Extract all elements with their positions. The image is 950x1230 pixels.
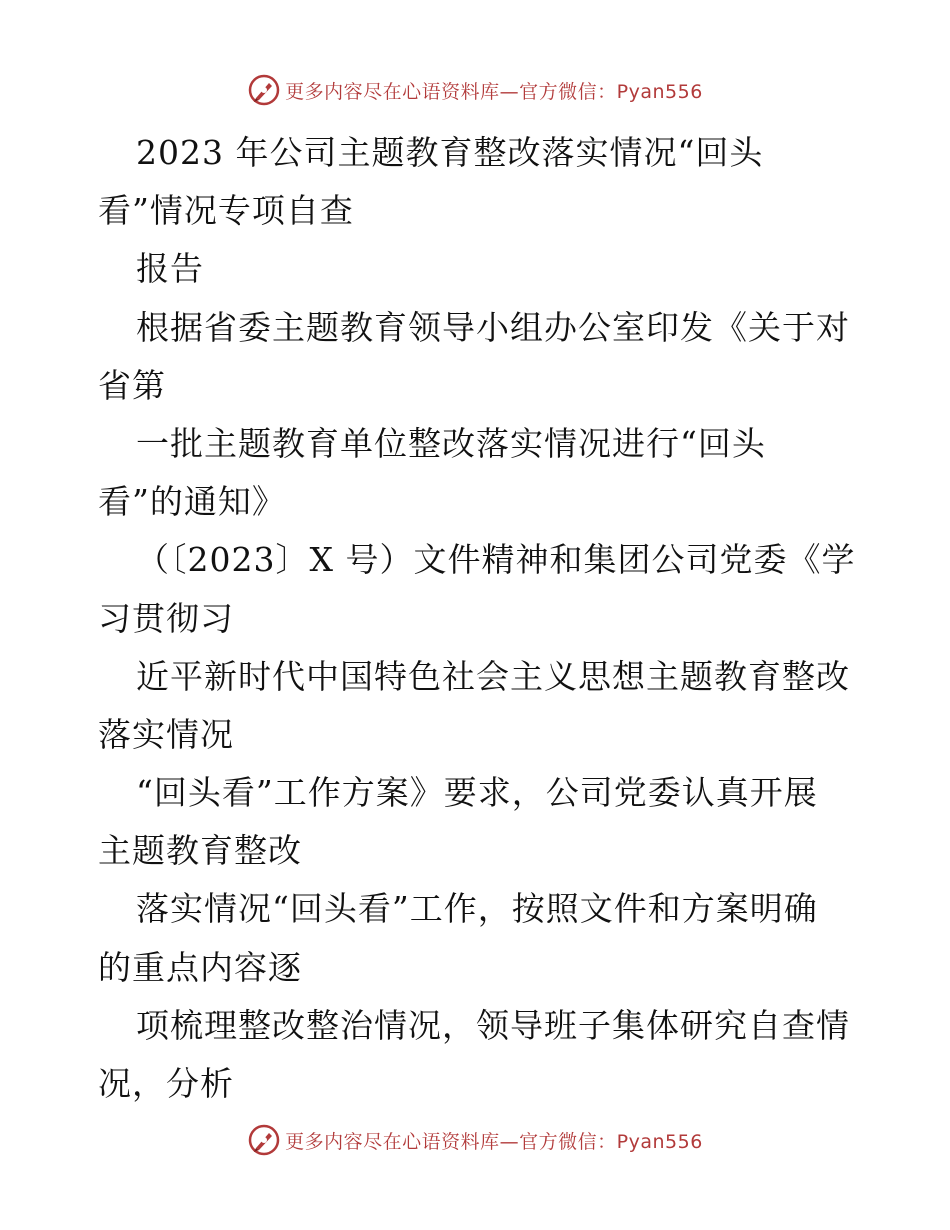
watermark-text: 更多内容尽在心语资料库—官方微信：Pyan556 (285, 80, 703, 103)
doc-line-1: 2023 年公司主题教育整改落实情况“回头 (136, 133, 764, 172)
doc-line-6: 一批主题教育单位整改落实情况进行“回头 (136, 423, 766, 463)
doc-line-7: 看”的通知》 (98, 482, 286, 522)
pen-logo-icon (247, 1123, 281, 1157)
doc-line-13: 主题教育整改 (98, 831, 302, 871)
doc-line-4: 根据省委主题教育领导小组办公室印发《关于对 (136, 307, 850, 347)
doc-line-12: “回头看”工作方案》要求，公司党委认真开展 (136, 773, 818, 813)
doc-line-17: 况，分析 (98, 1064, 234, 1103)
watermark-text: 更多内容尽在心语资料库—官方微信：Pyan556 (285, 1130, 703, 1153)
doc-line-14: 落实情况“回头看”工作，按照文件和方案明确 (136, 889, 818, 929)
document-body (98, 124, 858, 1113)
doc-line-3: 报告 (136, 249, 204, 289)
pen-logo-icon (247, 73, 281, 107)
doc-line-16: 项梳理整改整治情况，领导班子集体研究自查情 (136, 1005, 850, 1045)
doc-line-5: 省第 (98, 365, 166, 405)
doc-line-15: 的重点内容逐 (98, 947, 302, 987)
doc-line-9: 习贯彻习 (98, 598, 234, 638)
watermark-banner-top (0, 70, 950, 110)
doc-line-11: 落实情况 (98, 714, 234, 754)
doc-line-2: 看”情况专项自查 (98, 191, 354, 231)
watermark-banner-bottom (0, 1120, 950, 1160)
doc-line-10: 近平新时代中国特色社会主义思想主题教育整改 (136, 656, 850, 696)
doc-line-8: （〔2023〕X 号）文件精神和集团公司党委《学 (136, 540, 856, 580)
